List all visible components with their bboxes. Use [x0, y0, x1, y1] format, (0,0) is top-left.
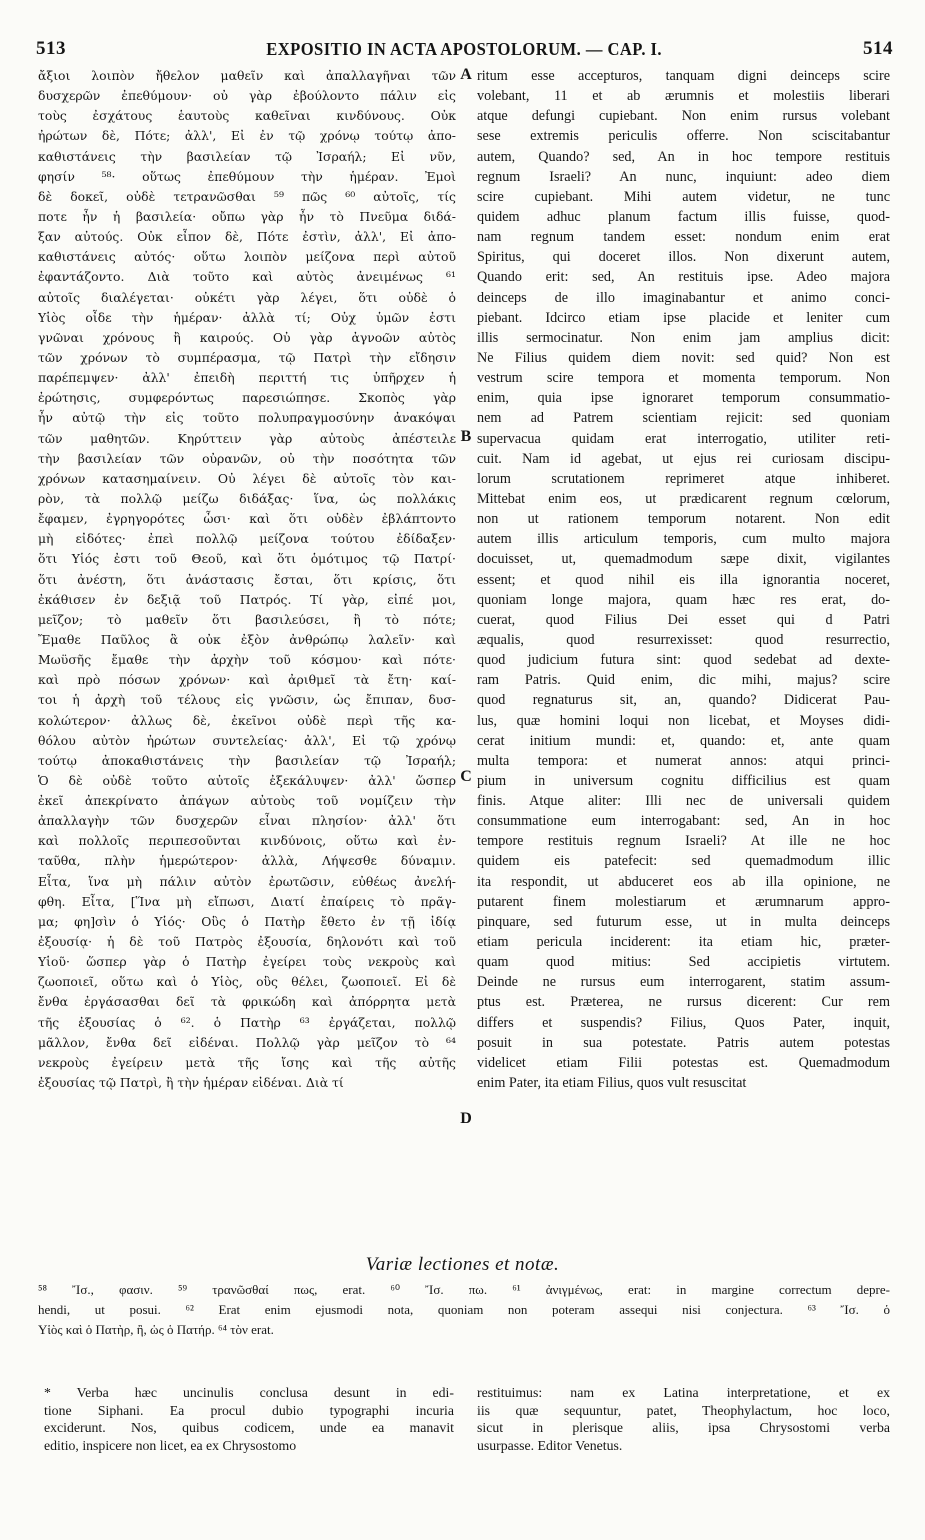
footnote-line: usurpasse. Editor Venetus.	[477, 1437, 623, 1453]
latin-text-line: docuisset, ut, quemadmodum sæpe dixit, vigilantes	[477, 551, 890, 568]
greek-text-line: ἄξιοι λοιπὸν ἤθελον μαθεῖν καὶ ἀπαλλαγῆναι τῶν	[38, 68, 456, 83]
latin-text-line: Ne Filius quidem diem novit: sed quid? Non est	[477, 349, 890, 366]
latin-text-line: sese extremis periculis offerre. Non sciscitabantur	[477, 128, 890, 145]
latin-text-line: finis. Atque aliter: Illi nec de universali quidem	[477, 793, 890, 810]
latin-text-line: quod regnaturus sit, an, quando? Didicerat Pau-	[477, 692, 890, 709]
latin-text-line: pium in universum cognitu difficilius est quam	[477, 772, 890, 789]
latin-text-line: putarent finem molestiarum et ærumnarum appro-	[477, 893, 890, 910]
greek-text-line: ποτε ἦν ἡ βασιλεία· οὔπω γὰρ ἦν τὸ Πνεῦμα διδά-	[38, 208, 456, 224]
greek-text-line: δὲ δοκεῖ, οὐδὲ τετρανῶσθαι ⁵⁹ πῶς ⁶⁰ αὐτοῖς, τίς	[38, 188, 456, 204]
latin-text-line: piebant. Idcirco etiam ipse placide et leniter cum	[477, 309, 890, 326]
latin-text-line: ptus est. Præterea, ne rursus dicerent: Cur rem	[477, 994, 890, 1011]
greek-text-line: τῆς ἐξουσίας ὁ ⁶². ὁ Πατὴρ ⁶³ ἐργάζεται, πολλῷ	[38, 1014, 456, 1030]
latin-text-line: quidem eis patefecit: sed quemadmodum illic	[477, 853, 890, 870]
margin-letter-c: C	[460, 768, 472, 785]
latin-text-line: quam quod mitius: Sed accipietis virtutem.	[477, 954, 890, 971]
latin-text-line: lus, quæ homini loqui non licebat, et Moyses didi-	[477, 712, 890, 729]
page-number-left: 513	[36, 38, 66, 59]
latin-text-line: supervacua quidam erat interrogatio, utiliter reti-	[477, 430, 890, 447]
notes-heading: Variæ lectiones et notæ.	[365, 1254, 560, 1275]
latin-text-line: quod judicium futura sint: quod sedebat ad dexte-	[477, 652, 890, 669]
greek-text-line: ἐρώτησις, συμφερόντως παρεσιώπησε. Σκοπὸς γὰρ	[38, 390, 456, 406]
greek-text-line: παρέπεμψεν· ἀλλ' ἐπειδὴ περιττή τις ὑπῆρχεν ἡ	[38, 370, 456, 386]
greek-text-line: ἔφαμεν, ἐγρηγορότες ὦσι· καὶ ὅτι οὐδὲν ἐβλάπτοντο	[38, 511, 456, 527]
footnote-line: * Verba hæc uncinulis conclusa desunt in edi-	[44, 1385, 454, 1400]
footnote-line: restituimus: nam ex Latina interpretatione, et ex	[477, 1385, 890, 1400]
latin-text-line: Quando erit: sed, An restituis ipse. Adeo majora	[477, 269, 890, 286]
latin-text-line: cuit. Nam id agebat, ut ejus rei curiosam discipu-	[477, 450, 890, 467]
variant-readings-notes	[38, 1280, 890, 1340]
greek-text-line: τὴν βασιλείαν τῶν οὐρανῶν, οὐ τὴν ποσότητα τῶν	[38, 450, 456, 466]
greek-text-line: τούτῳ ἀποκαθιστάνεις τὴν βασιλείαν τῷ Ἰσραήλ;	[38, 752, 456, 768]
latin-text-line: æqualis, quod resurrexisset: quod resurrectio,	[477, 631, 890, 648]
greek-text-line: τοὺς ἐσχάτους ἑαυτοὺς καθεῖναι κινδύνους. Οὐκ	[38, 108, 456, 124]
greek-text-line: ἦν αὐτῷ τὴν εἰς τοῦτο πολυπραγμοσύνην ἀνακόψαι	[38, 410, 456, 426]
footnote-line: sicut in plerisque aliis, ipsa Chrysostomi verba	[477, 1420, 890, 1435]
note-line: Υἱὸς καὶ ὁ Πατὴρ, ἢ, ὡς ὁ Πατήρ. ⁶⁴ τὸν erat.	[38, 1322, 274, 1337]
latin-text-line: etiam pericula inciderent: ita etiam hic, præter-	[477, 934, 890, 951]
latin-text-line: scire cupiebant. Mihi autem videtur, ne tunc	[477, 188, 890, 205]
greek-text-line: Υἱοῦ· ὥσπερ γὰρ ὁ Πατὴρ ἐγείρει τοὺς νεκροὺς καὶ	[38, 954, 456, 970]
greek-text-line: φθη. Εἶτα, [Ἵνα μὴ εἴπωσι, Διατί ἐπαίρεις τὸ πρᾶγ-	[38, 893, 456, 909]
greek-text-line: ἠρώτων δὲ, Πότε; ἀλλ', Εἰ ἐν τῷ χρόνῳ τούτῳ ἀπο-	[38, 128, 456, 144]
latin-text-line: cuerat, quod Filius Dei esset qui d Patri	[477, 611, 890, 628]
greek-text-line: δυσχερῶν ἐπεθύμουν· οὐ γὰρ ἐβούλοντο πάλιν εἰς	[38, 88, 456, 104]
greek-text-line: φησίν ⁵⁸· οὕτως ἐπεθύμουν τὴν ἡμέραν. Ἐμοὶ	[38, 168, 456, 184]
latin-text-line: quidem adhuc planum factum illis fuisse, quod-	[477, 208, 890, 225]
latin-text-line: ita respondit, ut abduceret eos ab illa opinione, ne	[477, 873, 890, 890]
latin-text-line: videlicet etiam Filii potestas est. Quemadmodum	[477, 1054, 890, 1071]
greek-text-line: τῶν μαθητῶν. Κηρύττειν γὰρ αὐτοὺς ἀπέστειλε	[38, 430, 456, 446]
greek-text-line: μα; φη]σὶν ὁ Υἱός· Οὓς ὁ Πατὴρ ἔθετο ἐν τῇ ἰδίᾳ	[38, 913, 456, 929]
latin-text-line: illis sermocinatur. Non enim jam amplius dicit:	[477, 329, 890, 346]
latin-text-line: non ut rationem temporum notarent. Non edit	[477, 511, 890, 528]
greek-text-line: τῶν χρόνων τὸ συμπέρασμα, τῷ Πατρὶ τὴν εἴδησιν	[38, 349, 456, 365]
greek-text-line: αὐτοῖς διαλέγεται· οὐκέτι γὰρ λέγει, ὅτι οὐδὲ ὁ	[38, 289, 456, 305]
greek-text-column	[38, 66, 456, 1256]
greek-text-line: μᾶλλον, ἔνθα δεῖ εἰδέναι. Πολλῷ γὰρ μεῖζον τὸ ⁶⁴	[38, 1034, 456, 1050]
latin-text-line: deinceps de illo imaginabantur et animo conci-	[477, 289, 890, 306]
greek-text-line: ἐκεῖ ἀπεκρίνατο ἀπάγων αὐτοὺς τοῦ νομίζειν τὴν	[38, 793, 456, 809]
latin-text-column	[477, 66, 890, 1256]
latin-text-line: ritum esse accepturos, tanquam digni deinceps scire	[477, 68, 890, 84]
greek-text-line: νεκροὺς ἐγείρειν μετὰ τῆς ἴσης καὶ τῆς αὐτῆς	[38, 1054, 456, 1070]
greek-text-line: τοι ἡ ἀρχὴ τοῦ τέλους εἰς γνῶσιν, ὡς ἔπιπαν, δυσ-	[38, 692, 456, 708]
greek-text-line: ἐξουσίας τῷ Πατρὶ, ἢ τὴν ἡμέραν εἰδέναι. Διὰ τί	[38, 1075, 344, 1091]
greek-text-line: Υἱὸς οἶδε τὴν ἡμέραν· ἀλλὰ τί; Οὐχ ὑμῶν ἐστι	[38, 309, 456, 325]
greek-text-line: ρὸν, τὰ πολλῷ μείζω διδάξας· ἵνα, ὡς πολλάκις	[38, 490, 456, 506]
latin-text-line: Deinde ne rursus eum interrogarent, statim assum-	[477, 974, 890, 991]
footnote-line: exciderunt. Nos, quibus codicem, unde ea manavit	[44, 1420, 454, 1435]
greek-text-line: καὶ πρὸ πόσων χρόνων· καὶ ἀριθμεῖ τὰ ἔτη· καί-	[38, 672, 456, 688]
latin-text-line: consummatione eum interrogabant: sed, An in hoc	[477, 813, 890, 830]
latin-text-line: Spiritus, qui doceret illos. Non dixerunt autem,	[477, 249, 890, 266]
latin-text-line: quoniam longe majora, quam hæc res erat, do-	[477, 591, 890, 608]
greek-text-line: ἐξουσίᾳ· ἡ δὲ τοῦ Πατρὸς ἐξουσία, δηλονότι καὶ τοῦ	[38, 934, 456, 950]
greek-text-line: ταῦθα, πλὴν ἡμερώτερον· ἀλλὰ, Λήψεσθε δύναμιν.	[38, 853, 456, 869]
latin-text-line: autem, Quando? sed, An in hoc tempore restituis	[477, 148, 890, 165]
greek-text-line: Εἶτα, ἵνα μὴ πάλιν αὐτὸν ἐρωτῶσιν, εὐθέως ἀνελή-	[38, 873, 456, 889]
margin-letter-a: A	[460, 66, 472, 83]
latin-text-line: lorum scrutationem reprimeret atque inhiberet.	[477, 470, 890, 487]
greek-text-line: ἔνθα ἐργάσασθαι δεῖ τὰ φρικώδη καὶ ἀπόρρητα μετὰ	[38, 994, 456, 1010]
greek-text-line: καθιστάνεις τὴν βασιλείαν τῷ Ἰσραήλ; Εἰ νῦν,	[38, 148, 456, 164]
latin-text-line: Mittebat enim eos, ut prædicarent regnum cœlorum,	[477, 490, 890, 507]
latin-text-line: posuit in sua potestate. Patris autem potestas	[477, 1034, 890, 1051]
latin-text-line: atque defungi cupiebant. Non enim rursus volebant	[477, 108, 890, 125]
greek-text-line: ζωοποιεῖ, οὕτω καὶ ὁ Υἱὸς, οὓς θέλει, ζωοποιεῖ. Εἰ δὲ	[38, 974, 456, 990]
greek-text-line: καθιστάνεις αὐτός· οὕτω λοιπὸν μείζονα περὶ αὐτοῦ	[38, 249, 456, 265]
latin-text-line: nem ad Patrem scientiam rejicit: sed quoniam	[477, 410, 890, 427]
running-title: EXPOSITIO IN ACTA APOSTOLORUM. — CAP. I.	[266, 38, 663, 59]
greek-text-line: Μωϋσῆς ἔμαθε τὴν ἀρχὴν τοῦ κόσμου· καὶ πότε·	[38, 652, 456, 668]
greek-text-line: ἀπαλλαγὴν τῶν δυσχερῶν εἶναι πλησίον· ἀλλ' ὅτι	[38, 813, 456, 829]
greek-text-line: ξαν αὐτούς. Οὐκ εἶπον δὲ, Πότε ἐστὶν, ἀλλ', Εἰ ἀπο-	[38, 229, 456, 245]
greek-text-line: θόλου αὐτὸν ἠρώτων συντελείας· ἀλλ', Εἰ τῷ χρόνῳ	[38, 732, 456, 748]
greek-text-line: κολώτερον· ἀλλως δὲ, ἐκεῖνοι οὐδὲ περὶ τῆς κα-	[38, 712, 456, 728]
greek-text-line: μὴ εἰδότες· ἐπεὶ πολλῷ μείζονα τούτου ἐδίδαξεν·	[38, 531, 456, 547]
latin-text-line: volebant, 11 et ab ærumnis et molestiis liberari	[477, 88, 890, 105]
greek-text-line: ὅτι ἀνέστη, ὅτι ἀνάστασις ἔσται, ὅτι κρίσις, ὅτι	[38, 571, 456, 587]
latin-text-line: autem illis articulum temporis, cum multo majora	[477, 531, 890, 548]
running-header	[36, 34, 893, 64]
latin-text-line: ram Patris. Quid enim, dic mihi, majus? scire	[477, 672, 890, 689]
greek-text-line: Ὁ δὲ οὐδὲ τοῦτο αὐτοῖς ἐξεκάλυψεν· ἀλλ' ὥσπερ	[38, 772, 456, 788]
latin-text-line: differs et suspendis? Filius, Quos Pater, inquit,	[477, 1014, 890, 1031]
latin-text-line: regnum Israeli? An nunc, inquiunt: adeo diem	[477, 168, 890, 185]
latin-text-line: enim, quia ipse ignoraret temporum consummatio-	[477, 390, 890, 407]
latin-text-line: pinquare, sed futurum esse, ut in multa deinceps	[477, 913, 890, 930]
footnote-line: iis quæ sequuntur, patet, Theophylactum, hoc loco,	[477, 1402, 890, 1418]
greek-text-line: καὶ πολλοῖς περιπεσοῦνται κινδύνοις, οὕτω καὶ ἐν-	[38, 833, 456, 849]
greek-text-line: ὅτι Υἱός ἐστι τοῦ Θεοῦ, καὶ ὅτι ὁμότιμος τῷ Πατρί·	[38, 551, 456, 567]
greek-text-line: Ἔμαθε Παῦλος ἃ οὐκ ἐξὸν ἀνθρώπῳ λαλεῖν· καὶ	[38, 631, 456, 647]
footnote-line: tione Siphani. Ea procul dubio typographi incuria	[44, 1402, 454, 1418]
page-number-right: 514	[863, 38, 893, 59]
latin-text-line: tempore restituis regnum Israeli? At ille ne hoc	[477, 833, 890, 850]
footnote-right	[477, 1384, 890, 1454]
greek-text-line: χρόνων κατασημαίνειν. Οὐ λέγει δὲ αὐτοῖς τὸν και-	[38, 470, 456, 486]
latin-text-line: vestrum scire tempora et momenta temporum. Non	[477, 370, 890, 387]
margin-letter-b: B	[460, 428, 472, 445]
greek-text-line: μεῖζον; τὸ μαθεῖν ὅτι βασιλεύσει, ἢ τὸ πότε;	[38, 611, 456, 627]
footnote-line: editio, inspicere non licet, ea ex Chrysostomo	[44, 1437, 297, 1453]
footnote-left	[44, 1384, 454, 1454]
greek-text-line: ἐφαντάζοντο. Διὰ τοῦτο καὶ αὐτὸς ἀνειμένως ⁶¹	[38, 269, 456, 285]
note-line: hendi, ut posui. ⁶² Erat enim ejusmodi nota, quoniam non poteram assequi nisi conjectura. ⁶³ Ἴσ. ὁ	[38, 1302, 890, 1317]
margin-letter-d: D	[460, 1110, 472, 1127]
note-line: ⁵⁸ Ἴσ., φασιν. ⁵⁹ τρανῶσθαί πως, erat. ⁶⁰ Ἴσ. πω. ⁶¹ ἀνιγμένως, erat: in margine correctum depre-	[38, 1282, 890, 1297]
latin-text-line: cerat initium mundi: et, quando: et, ante quam	[477, 732, 890, 749]
latin-text-line: enim Pater, ita etiam Filius, quos vult resuscitat	[477, 1075, 747, 1092]
greek-text-line: γνῶναι χρόνους ἢ καιρούς. Οὐ γὰρ ἀγνοῶν αὐτὸς	[38, 329, 456, 345]
latin-text-line: essent; et quod nihil eis illa ignorantia noceret,	[477, 571, 890, 588]
latin-text-line: nam regnum tandem esset: nondum enim erat	[477, 229, 890, 246]
greek-text-line: ἐκάθισεν ἐν δεξιᾷ τοῦ Πατρός. Τί γὰρ, εἰπέ μοι,	[38, 591, 456, 607]
latin-text-line: multa tempora: et numerat annos: atqui princi-	[477, 752, 890, 769]
